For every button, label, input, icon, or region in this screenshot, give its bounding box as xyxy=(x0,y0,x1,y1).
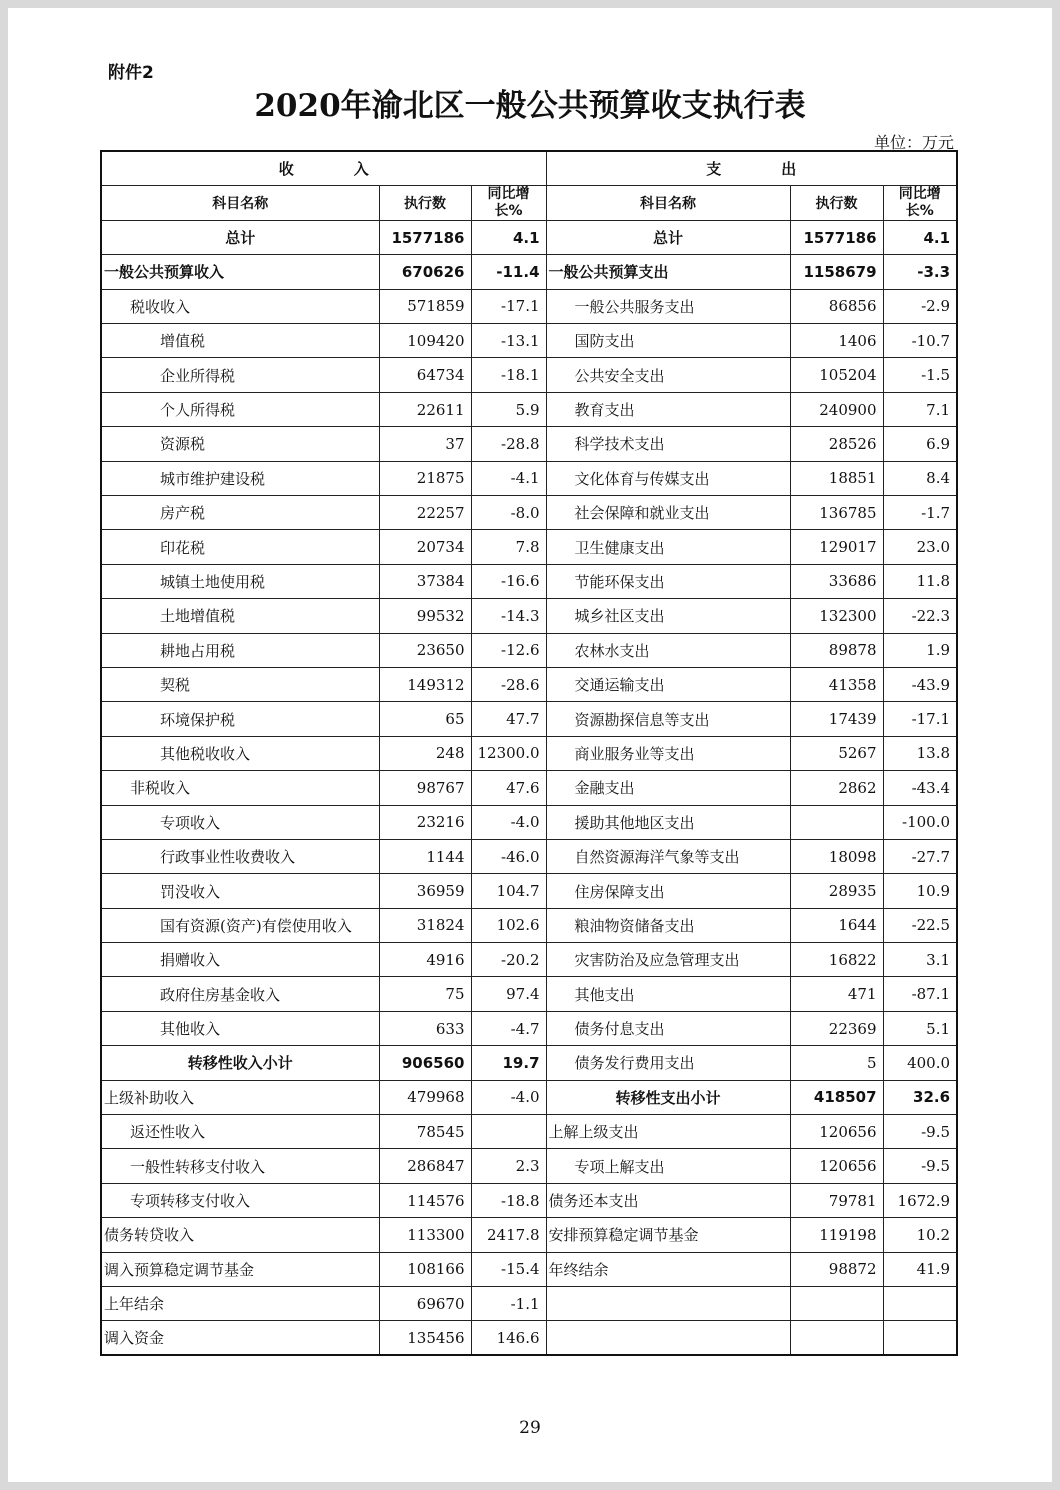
income-name-cell: 房产税 xyxy=(101,496,379,530)
income-name-cell: 转移性收入小计 xyxy=(101,1046,379,1080)
income-growth-cell: 102.6 xyxy=(471,908,546,942)
income-value-cell: 69670 xyxy=(379,1287,471,1321)
table-row xyxy=(101,1252,957,1286)
budget-table xyxy=(100,150,958,1356)
expense-growth-cell: 1672.9 xyxy=(883,1183,957,1217)
expense-col-growth: 同比增长% xyxy=(883,185,957,220)
income-name-cell: 调入预算稳定调节基金 xyxy=(101,1252,379,1286)
expense-growth-cell: -1.5 xyxy=(883,358,957,392)
expense-header: 支 出 xyxy=(546,151,957,185)
expense-value-cell: 471 xyxy=(790,977,883,1011)
table-row xyxy=(101,908,957,942)
expense-name-cell: 一般公共预算支出 xyxy=(546,255,790,289)
expense-growth-cell: 23.0 xyxy=(883,530,957,564)
expense-growth-cell: -9.5 xyxy=(883,1115,957,1149)
expense-growth-cell: -1.7 xyxy=(883,496,957,530)
income-name-cell: 政府住房基金收入 xyxy=(101,977,379,1011)
income-value-cell: 99532 xyxy=(379,599,471,633)
income-growth-cell: -4.1 xyxy=(471,461,546,495)
income-name-cell: 专项收入 xyxy=(101,805,379,839)
income-col-value: 执行数 xyxy=(379,185,471,220)
expense-value-cell: 132300 xyxy=(790,599,883,633)
income-value-cell: 1144 xyxy=(379,839,471,873)
income-name-cell: 城市维护建设税 xyxy=(101,461,379,495)
expense-name-cell: 援助其他地区支出 xyxy=(546,805,790,839)
income-growth-cell: 2417.8 xyxy=(471,1218,546,1252)
income-growth-cell: -1.1 xyxy=(471,1287,546,1321)
expense-growth-cell: 6.9 xyxy=(883,427,957,461)
income-value-cell: 36959 xyxy=(379,874,471,908)
income-name-cell: 返还性收入 xyxy=(101,1115,379,1149)
income-growth-cell: 146.6 xyxy=(471,1321,546,1355)
expense-name-cell: 教育支出 xyxy=(546,392,790,426)
expense-growth-cell: 11.8 xyxy=(883,564,957,598)
income-name-cell: 税收收入 xyxy=(101,289,379,323)
expense-growth-cell: -43.9 xyxy=(883,667,957,701)
income-value-cell: 98767 xyxy=(379,771,471,805)
income-growth-cell xyxy=(471,1115,546,1149)
expense-growth-cell: -43.4 xyxy=(883,771,957,805)
income-growth-cell: -4.0 xyxy=(471,1080,546,1114)
expense-name-cell: 转移性支出小计 xyxy=(546,1080,790,1114)
expense-value-cell: 98872 xyxy=(790,1252,883,1286)
income-name-cell: 城镇土地使用税 xyxy=(101,564,379,598)
table-row xyxy=(101,1287,957,1321)
expense-growth-cell: 41.9 xyxy=(883,1252,957,1286)
income-value-cell: 149312 xyxy=(379,667,471,701)
expense-value-cell: 22369 xyxy=(790,1011,883,1045)
table-row xyxy=(101,496,957,530)
income-name-cell: 专项转移支付收入 xyxy=(101,1183,379,1217)
table-row xyxy=(101,839,957,873)
table-row xyxy=(101,220,957,254)
expense-value-cell: 129017 xyxy=(790,530,883,564)
income-growth-cell: -14.3 xyxy=(471,599,546,633)
page-title: 2020年渝北区一般公共预算收支执行表 xyxy=(254,88,806,124)
expense-value-cell: 5 xyxy=(790,1046,883,1080)
income-name-cell: 上级补助收入 xyxy=(101,1080,379,1114)
income-growth-cell: -8.0 xyxy=(471,496,546,530)
attachment-label: 附件2 xyxy=(108,63,154,83)
expense-value-cell: 5267 xyxy=(790,736,883,770)
expense-value-cell: 136785 xyxy=(790,496,883,530)
income-value-cell: 108166 xyxy=(379,1252,471,1286)
income-value-cell: 571859 xyxy=(379,289,471,323)
expense-value-cell: 120656 xyxy=(790,1115,883,1149)
table-row xyxy=(101,289,957,323)
expense-value-cell xyxy=(790,1287,883,1321)
income-value-cell: 633 xyxy=(379,1011,471,1045)
income-value-cell: 4916 xyxy=(379,943,471,977)
expense-name-cell: 债务发行费用支出 xyxy=(546,1046,790,1080)
income-growth-cell: 4.1 xyxy=(471,220,546,254)
expense-growth-cell: 10.9 xyxy=(883,874,957,908)
expense-growth-cell: -100.0 xyxy=(883,805,957,839)
expense-value-cell: 28935 xyxy=(790,874,883,908)
expense-value-cell: 28526 xyxy=(790,427,883,461)
expense-name-cell: 国防支出 xyxy=(546,324,790,358)
income-value-cell: 1577186 xyxy=(379,220,471,254)
expense-growth-cell: -3.3 xyxy=(883,255,957,289)
expense-name-cell: 节能环保支出 xyxy=(546,564,790,598)
table-row xyxy=(101,1080,957,1114)
expense-growth-cell xyxy=(883,1287,957,1321)
table-row xyxy=(101,633,957,667)
expense-value-cell: 1406 xyxy=(790,324,883,358)
income-name-cell: 环境保护税 xyxy=(101,702,379,736)
table-row xyxy=(101,736,957,770)
income-growth-cell: -12.6 xyxy=(471,633,546,667)
income-value-cell: 479968 xyxy=(379,1080,471,1114)
table-row xyxy=(101,1183,957,1217)
expense-value-cell: 1158679 xyxy=(790,255,883,289)
expense-value-cell: 33686 xyxy=(790,564,883,598)
table-row xyxy=(101,358,957,392)
expense-value-cell: 18851 xyxy=(790,461,883,495)
expense-name-cell: 住房保障支出 xyxy=(546,874,790,908)
income-name-cell: 个人所得税 xyxy=(101,392,379,426)
table-row xyxy=(101,461,957,495)
income-growth-cell: 12300.0 xyxy=(471,736,546,770)
income-value-cell: 37384 xyxy=(379,564,471,598)
table-row xyxy=(101,1115,957,1149)
income-growth-cell: -20.2 xyxy=(471,943,546,977)
income-value-cell: 22611 xyxy=(379,392,471,426)
income-name-cell: 土地增值税 xyxy=(101,599,379,633)
expense-value-cell: 418507 xyxy=(790,1080,883,1114)
expense-name-cell: 卫生健康支出 xyxy=(546,530,790,564)
table-row xyxy=(101,1218,957,1252)
expense-name-cell: 金融支出 xyxy=(546,771,790,805)
expense-name-cell: 粮油物资储备支出 xyxy=(546,908,790,942)
income-name-cell: 一般公共预算收入 xyxy=(101,255,379,289)
expense-value-cell: 2862 xyxy=(790,771,883,805)
income-name-cell: 国有资源(资产)有偿使用收入 xyxy=(101,908,379,942)
expense-value-cell: 240900 xyxy=(790,392,883,426)
income-growth-cell: 47.6 xyxy=(471,771,546,805)
income-col-growth: 同比增长% xyxy=(471,185,546,220)
income-growth-cell: -4.0 xyxy=(471,805,546,839)
income-growth-cell: -18.1 xyxy=(471,358,546,392)
expense-name-cell xyxy=(546,1287,790,1321)
expense-growth-cell: 10.2 xyxy=(883,1218,957,1252)
income-growth-cell: 104.7 xyxy=(471,874,546,908)
income-header: 收 入 xyxy=(101,151,546,185)
income-name-cell: 其他税收收入 xyxy=(101,736,379,770)
table-row xyxy=(101,1149,957,1183)
income-name-cell: 资源税 xyxy=(101,427,379,461)
income-growth-cell: -4.7 xyxy=(471,1011,546,1045)
expense-name-cell: 安排预算稳定调节基金 xyxy=(546,1218,790,1252)
expense-growth-cell: 8.4 xyxy=(883,461,957,495)
income-growth-cell: 5.9 xyxy=(471,392,546,426)
expense-name-cell: 交通运输支出 xyxy=(546,667,790,701)
expense-value-cell: 41358 xyxy=(790,667,883,701)
income-growth-cell: -16.6 xyxy=(471,564,546,598)
expense-growth-cell: 1.9 xyxy=(883,633,957,667)
expense-growth-cell: 5.1 xyxy=(883,1011,957,1045)
income-name-cell: 非税收入 xyxy=(101,771,379,805)
expense-growth-cell: -17.1 xyxy=(883,702,957,736)
expense-growth-cell: -22.3 xyxy=(883,599,957,633)
income-name-cell: 总计 xyxy=(101,220,379,254)
expense-value-cell: 18098 xyxy=(790,839,883,873)
expense-name-cell: 城乡社区支出 xyxy=(546,599,790,633)
expense-value-cell xyxy=(790,1321,883,1355)
income-value-cell: 135456 xyxy=(379,1321,471,1355)
expense-value-cell: 79781 xyxy=(790,1183,883,1217)
expense-name-cell: 债务还本支出 xyxy=(546,1183,790,1217)
table-row xyxy=(101,599,957,633)
table-row xyxy=(101,977,957,1011)
income-growth-cell: -18.8 xyxy=(471,1183,546,1217)
expense-value-cell: 1577186 xyxy=(790,220,883,254)
income-name-cell: 行政事业性收费收入 xyxy=(101,839,379,873)
income-value-cell: 64734 xyxy=(379,358,471,392)
expense-growth-cell: 7.1 xyxy=(883,392,957,426)
income-col-name: 科目名称 xyxy=(101,185,379,220)
table-row xyxy=(101,1321,957,1355)
expense-col-value: 执行数 xyxy=(790,185,883,220)
expense-name-cell: 商业服务业等支出 xyxy=(546,736,790,770)
income-value-cell: 248 xyxy=(379,736,471,770)
income-growth-cell: 47.7 xyxy=(471,702,546,736)
unit-label: 单位：万元 xyxy=(873,133,954,152)
expense-name-cell: 年终结余 xyxy=(546,1252,790,1286)
expense-name-cell: 专项上解支出 xyxy=(546,1149,790,1183)
table-row xyxy=(101,564,957,598)
table-row xyxy=(101,943,957,977)
expense-name-cell: 其他支出 xyxy=(546,977,790,1011)
expense-value-cell: 105204 xyxy=(790,358,883,392)
expense-growth-cell: 32.6 xyxy=(883,1080,957,1114)
expense-name-cell: 灾害防治及应急管理支出 xyxy=(546,943,790,977)
income-value-cell: 286847 xyxy=(379,1149,471,1183)
table-row xyxy=(101,805,957,839)
expense-value-cell: 86856 xyxy=(790,289,883,323)
income-growth-cell: 2.3 xyxy=(471,1149,546,1183)
expense-value-cell xyxy=(790,805,883,839)
income-value-cell: 109420 xyxy=(379,324,471,358)
income-value-cell: 78545 xyxy=(379,1115,471,1149)
expense-growth-cell xyxy=(883,1321,957,1355)
table-row xyxy=(101,771,957,805)
column-header-row xyxy=(101,185,957,220)
expense-growth-cell: 400.0 xyxy=(883,1046,957,1080)
income-value-cell: 22257 xyxy=(379,496,471,530)
income-name-cell: 契税 xyxy=(101,667,379,701)
expense-growth-cell: -87.1 xyxy=(883,977,957,1011)
income-growth-cell: 7.8 xyxy=(471,530,546,564)
income-name-cell: 债务转贷收入 xyxy=(101,1218,379,1252)
expense-growth-cell: -27.7 xyxy=(883,839,957,873)
expense-growth-cell: 4.1 xyxy=(883,220,957,254)
table-row xyxy=(101,667,957,701)
expense-name-cell: 债务付息支出 xyxy=(546,1011,790,1045)
page-number: 29 xyxy=(519,1418,541,1438)
expense-name-cell: 资源勘探信息等支出 xyxy=(546,702,790,736)
income-value-cell: 31824 xyxy=(379,908,471,942)
table-row xyxy=(101,1011,957,1045)
income-growth-cell: -13.1 xyxy=(471,324,546,358)
income-growth-cell: -28.8 xyxy=(471,427,546,461)
expense-name-cell: 文化体育与传媒支出 xyxy=(546,461,790,495)
table-row xyxy=(101,530,957,564)
income-value-cell: 906560 xyxy=(379,1046,471,1080)
income-value-cell: 23650 xyxy=(379,633,471,667)
income-name-cell: 企业所得税 xyxy=(101,358,379,392)
expense-value-cell: 17439 xyxy=(790,702,883,736)
income-name-cell: 罚没收入 xyxy=(101,874,379,908)
table-row xyxy=(101,427,957,461)
income-growth-cell: 19.7 xyxy=(471,1046,546,1080)
income-name-cell: 捐赠收入 xyxy=(101,943,379,977)
expense-value-cell: 16822 xyxy=(790,943,883,977)
income-growth-cell: -15.4 xyxy=(471,1252,546,1286)
expense-growth-cell: -10.7 xyxy=(883,324,957,358)
income-value-cell: 37 xyxy=(379,427,471,461)
table-row xyxy=(101,1046,957,1080)
income-value-cell: 23216 xyxy=(379,805,471,839)
expense-name-cell: 公共安全支出 xyxy=(546,358,790,392)
income-value-cell: 20734 xyxy=(379,530,471,564)
income-value-cell: 75 xyxy=(379,977,471,1011)
document-page xyxy=(8,8,1052,1482)
table-row xyxy=(101,255,957,289)
income-growth-cell: 97.4 xyxy=(471,977,546,1011)
income-name-cell: 其他收入 xyxy=(101,1011,379,1045)
table-row xyxy=(101,874,957,908)
income-name-cell: 调入资金 xyxy=(101,1321,379,1355)
table-row xyxy=(101,702,957,736)
expense-growth-cell: 13.8 xyxy=(883,736,957,770)
table-row xyxy=(101,324,957,358)
expense-name-cell: 科学技术支出 xyxy=(546,427,790,461)
expense-growth-cell: 3.1 xyxy=(883,943,957,977)
income-growth-cell: -11.4 xyxy=(471,255,546,289)
expense-name-cell: 社会保障和就业支出 xyxy=(546,496,790,530)
income-value-cell: 65 xyxy=(379,702,471,736)
expense-growth-cell: -22.5 xyxy=(883,908,957,942)
expense-growth-cell: -2.9 xyxy=(883,289,957,323)
income-name-cell: 耕地占用税 xyxy=(101,633,379,667)
section-header-row xyxy=(101,151,957,185)
income-value-cell: 113300 xyxy=(379,1218,471,1252)
expense-value-cell: 119198 xyxy=(790,1218,883,1252)
expense-name-cell xyxy=(546,1321,790,1355)
expense-name-cell: 总计 xyxy=(546,220,790,254)
expense-name-cell: 农林水支出 xyxy=(546,633,790,667)
expense-name-cell: 自然资源海洋气象等支出 xyxy=(546,839,790,873)
income-value-cell: 21875 xyxy=(379,461,471,495)
expense-growth-cell: -9.5 xyxy=(883,1149,957,1183)
income-name-cell: 增值税 xyxy=(101,324,379,358)
income-name-cell: 上年结余 xyxy=(101,1287,379,1321)
income-growth-cell: -46.0 xyxy=(471,839,546,873)
expense-name-cell: 上解上级支出 xyxy=(546,1115,790,1149)
income-growth-cell: -17.1 xyxy=(471,289,546,323)
expense-name-cell: 一般公共服务支出 xyxy=(546,289,790,323)
income-name-cell: 一般性转移支付收入 xyxy=(101,1149,379,1183)
table-row xyxy=(101,392,957,426)
expense-value-cell: 89878 xyxy=(790,633,883,667)
expense-col-name: 科目名称 xyxy=(546,185,790,220)
income-name-cell: 印花税 xyxy=(101,530,379,564)
income-value-cell: 114576 xyxy=(379,1183,471,1217)
expense-value-cell: 120656 xyxy=(790,1149,883,1183)
income-value-cell: 670626 xyxy=(379,255,471,289)
expense-value-cell: 1644 xyxy=(790,908,883,942)
income-growth-cell: -28.6 xyxy=(471,667,546,701)
